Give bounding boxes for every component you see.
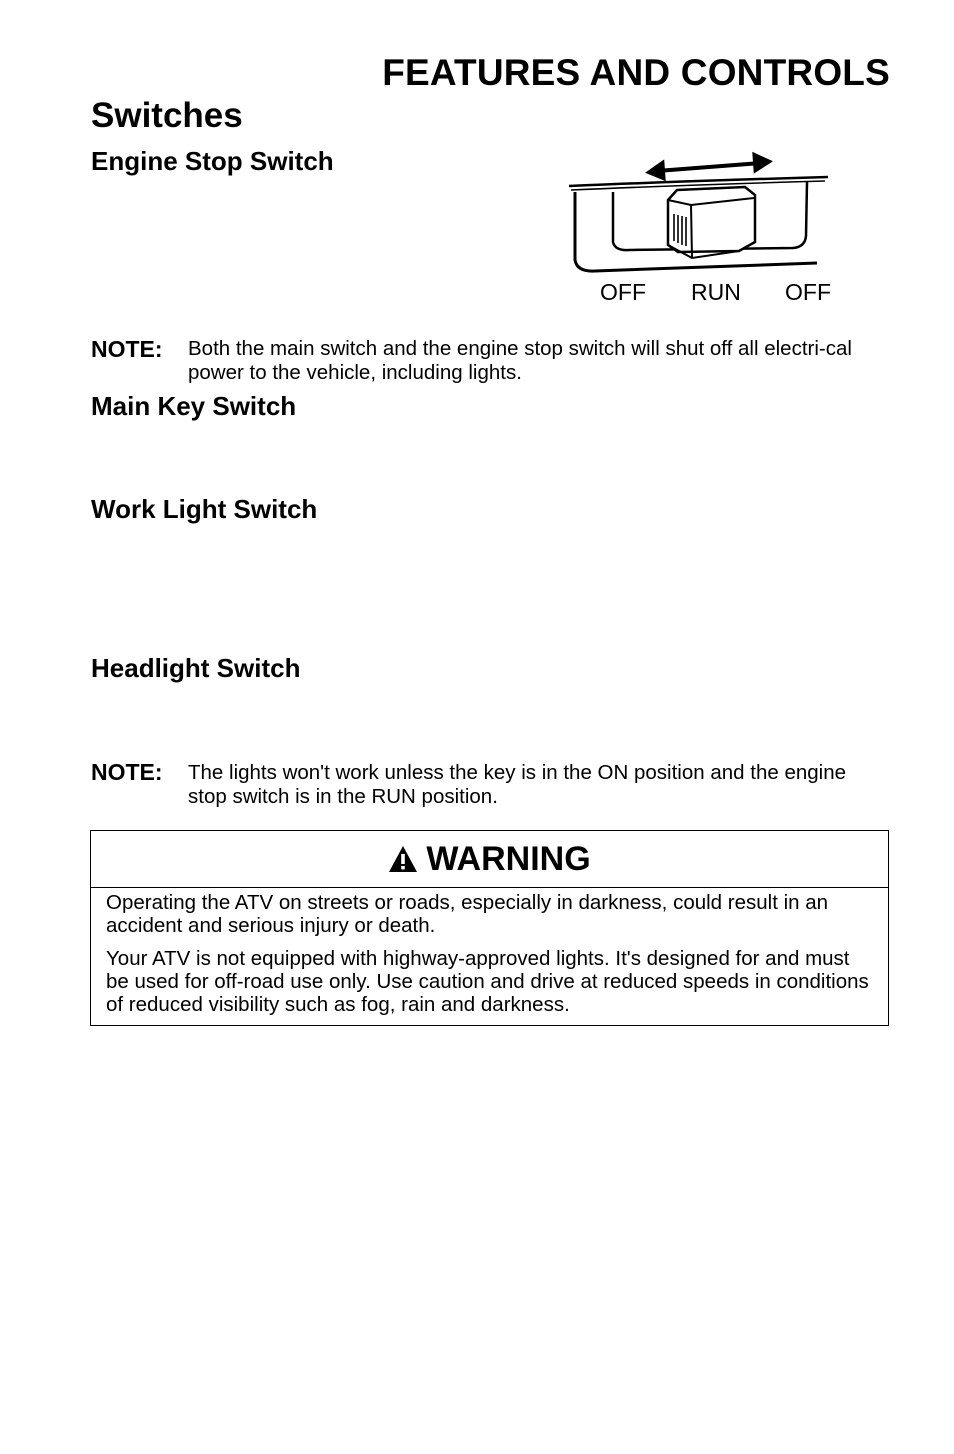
page-title: FEATURES AND CONTROLS: [382, 52, 890, 93]
engine-stop-heading: Engine Stop Switch: [91, 146, 334, 176]
main-key-heading: Main Key Switch: [91, 391, 297, 421]
note-text: The lights won't work unless the key is in the ON position and the engine stop switch is in the RUN position.: [188, 761, 847, 808]
warning-paragraph: Operating the ATV on streets or roads, especially in darkness, could result in an accident and serious injury or death.: [106, 891, 829, 937]
position-label-run: RUN: [691, 279, 741, 305]
work-light-heading: Work Light Switch: [91, 494, 318, 524]
warning-paragraph: Your ATV is not equipped with highway-approved lights. It's designed for and must be used for off-road use only. Use caution and drive at reduced speeds in conditions of reduced visibility such as fog, rain and darkness.: [106, 947, 869, 1016]
warning-triangle-icon: [388, 845, 418, 873]
section-title: Switches: [91, 96, 243, 135]
double-arrow-icon: [644, 150, 773, 182]
rocker-switch: [668, 187, 755, 258]
position-label-off-right: OFF: [785, 279, 831, 305]
note-label: NOTE:: [91, 759, 163, 785]
warning-header: [91, 831, 888, 888]
engine-stop-switch-illustration: [565, 150, 835, 280]
warning-title: WARNING: [426, 839, 591, 878]
warning-box: [90, 830, 889, 1026]
note-label: NOTE:: [91, 336, 163, 362]
note-text: Both the main switch and the engine stop switch will shut off all electri-cal power to the vehicle, including lights.: [188, 337, 852, 384]
position-label-off-left: OFF: [600, 279, 646, 305]
headlight-heading: Headlight Switch: [91, 653, 301, 683]
warning-body: [106, 891, 874, 1026]
